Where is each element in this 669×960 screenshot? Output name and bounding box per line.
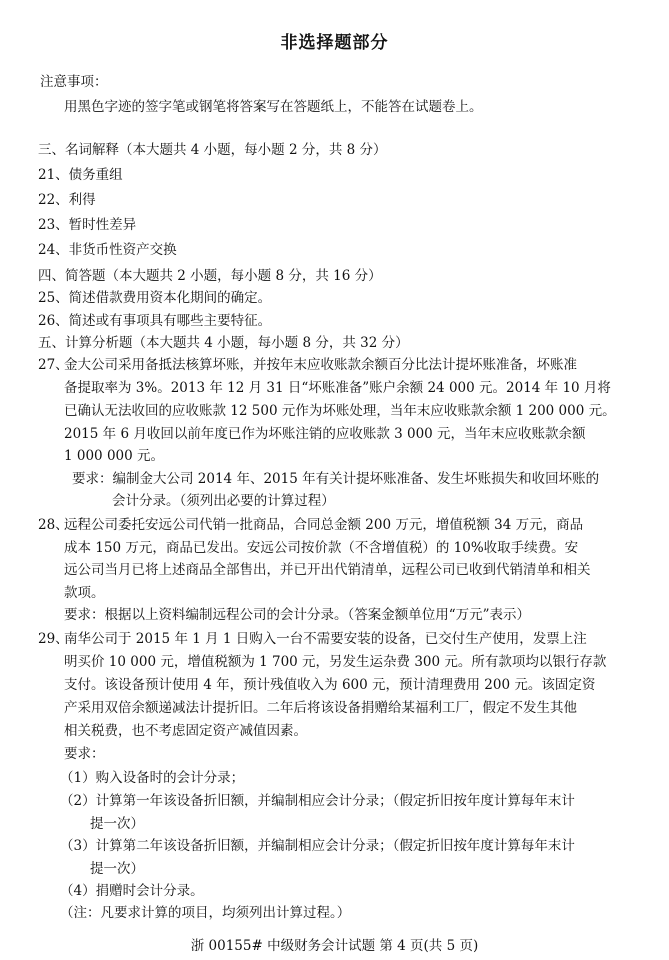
question-28-number: 28、 [38,517,69,533]
term-23: 23、暂时性差异 [38,217,137,233]
question-27-line: 金大公司采用备抵法核算坏账，并按年末应收账款余额百分比法计提坏账准备，坏账准 [64,357,577,373]
question-28-line: 款项。 [64,585,105,601]
question-27-line: 2015 年 6 月收回以前年度已作为坏账注销的应收账款 3 000 元，当年末应收账款余额 [64,426,586,442]
section-5-heading: 五、计算分析题（本大题共 4 小题，每小题 8 分，共 32 分） [38,335,409,351]
question-29-requirement: 提一次） [90,861,144,877]
page-footer: 浙 00155# 中级财务会计试题 第 4 页(共 5 页) [190,938,479,954]
question-26: 26、简述或有事项具有哪些主要特征。 [38,313,272,329]
question-29-line: 产采用双倍余额递减法计提折旧。二年后将该设备捐赠给某福利工厂，假定不发生其他 [64,700,577,716]
question-29-line: 支付。该设备预计使用 4 年，预计残值收入为 600 元，预计清理费用 200 元。该固定资 [64,677,596,693]
question-28-line: 成本 150 万元，商品已发出。安远公司按价款（不含增值税）的 10%收取手续费。安 [64,540,579,556]
section-3-heading: 三、名词解释（本大题共 4 小题，每小题 2 分，共 8 分） [38,142,387,158]
question-27-line: 已确认无法收回的应收账款 12 500 元作为坏账处理，当年末应收账款余额 1 200 000 元。 [64,403,616,419]
section-4-heading: 四、简答题（本大题共 2 小题，每小题 8 分，共 16 分） [38,268,382,284]
term-24: 24、非货币性资产交换 [38,242,177,258]
question-29-requirement: （4）捐赠时会计分录。 [60,883,204,899]
question-29-requirement: （1）购入设备时的会计分录； [60,770,245,786]
question-29-number: 29、 [38,631,69,647]
page-title: 非选择题部分 [280,33,389,53]
question-29-line: 明买价 10 000 元，增值税额为 1 700 元，另发生运杂费 300 元。所有款项均以银行存款 [64,654,607,670]
notice-heading: 注意事项： [40,74,108,90]
question-29-requirement-heading: 要求： [64,746,105,762]
question-28-line: 远公司当月已将上述商品全部售出，并已开出代销清单，远程公司已收到代销清单和相关 [64,562,591,578]
question-27-number: 27、 [38,357,69,373]
question-27-line: 1 000 000 元。 [64,448,164,464]
question-29-note: （注：凡要求计算的项目，均须列出计算过程。） [60,905,351,921]
question-28-requirement: 要求：根据以上资料编制远程公司的会计分录。（答案金额单位用“万元”表示） [64,607,531,623]
question-29-requirement: 提一次） [90,816,144,832]
question-29-line: 相关税费，也不考虑固定资产减值因素。 [64,723,307,739]
term-21: 21、债务重组 [38,167,123,183]
question-29-requirement: （2）计算第一年该设备折旧额，并编制相应会计分录；（假定折旧按年度计算每年末计 [60,793,575,809]
question-27-requirement: 要求：编制金大公司 2014 年、2015 年有关计提坏账准备、发生坏账损失和收回坏账的 [72,471,600,487]
question-29-requirement: （3）计算第二年该设备折旧额，并编制相应会计分录；（假定折旧按年度计算每年末计 [60,838,575,854]
notice-text: 用黑色字迹的签字笔或钢笔将答案写在答题纸上，不能答在试题卷上。 [64,99,483,115]
question-27-requirement: 会计分录。（须列出必要的计算过程） [112,493,335,509]
question-28-line: 远程公司委托安远公司代销一批商品，合同总金额 200 万元，增值税额 34 万元，商品 [64,517,584,533]
term-22: 22、利得 [38,192,96,208]
question-29-line: 南华公司于 2015 年 1 月 1 日购入一台不需要安装的设备，已交付生产使用，发票上注 [64,631,587,647]
question-27-line: 备提取率为 3%。2013 年 12 月 31 日“坏账准备”账户余额 24 000 元。2014 年 10 月将 [64,380,611,396]
question-25: 25、简述借款费用资本化期间的确定。 [38,290,272,306]
